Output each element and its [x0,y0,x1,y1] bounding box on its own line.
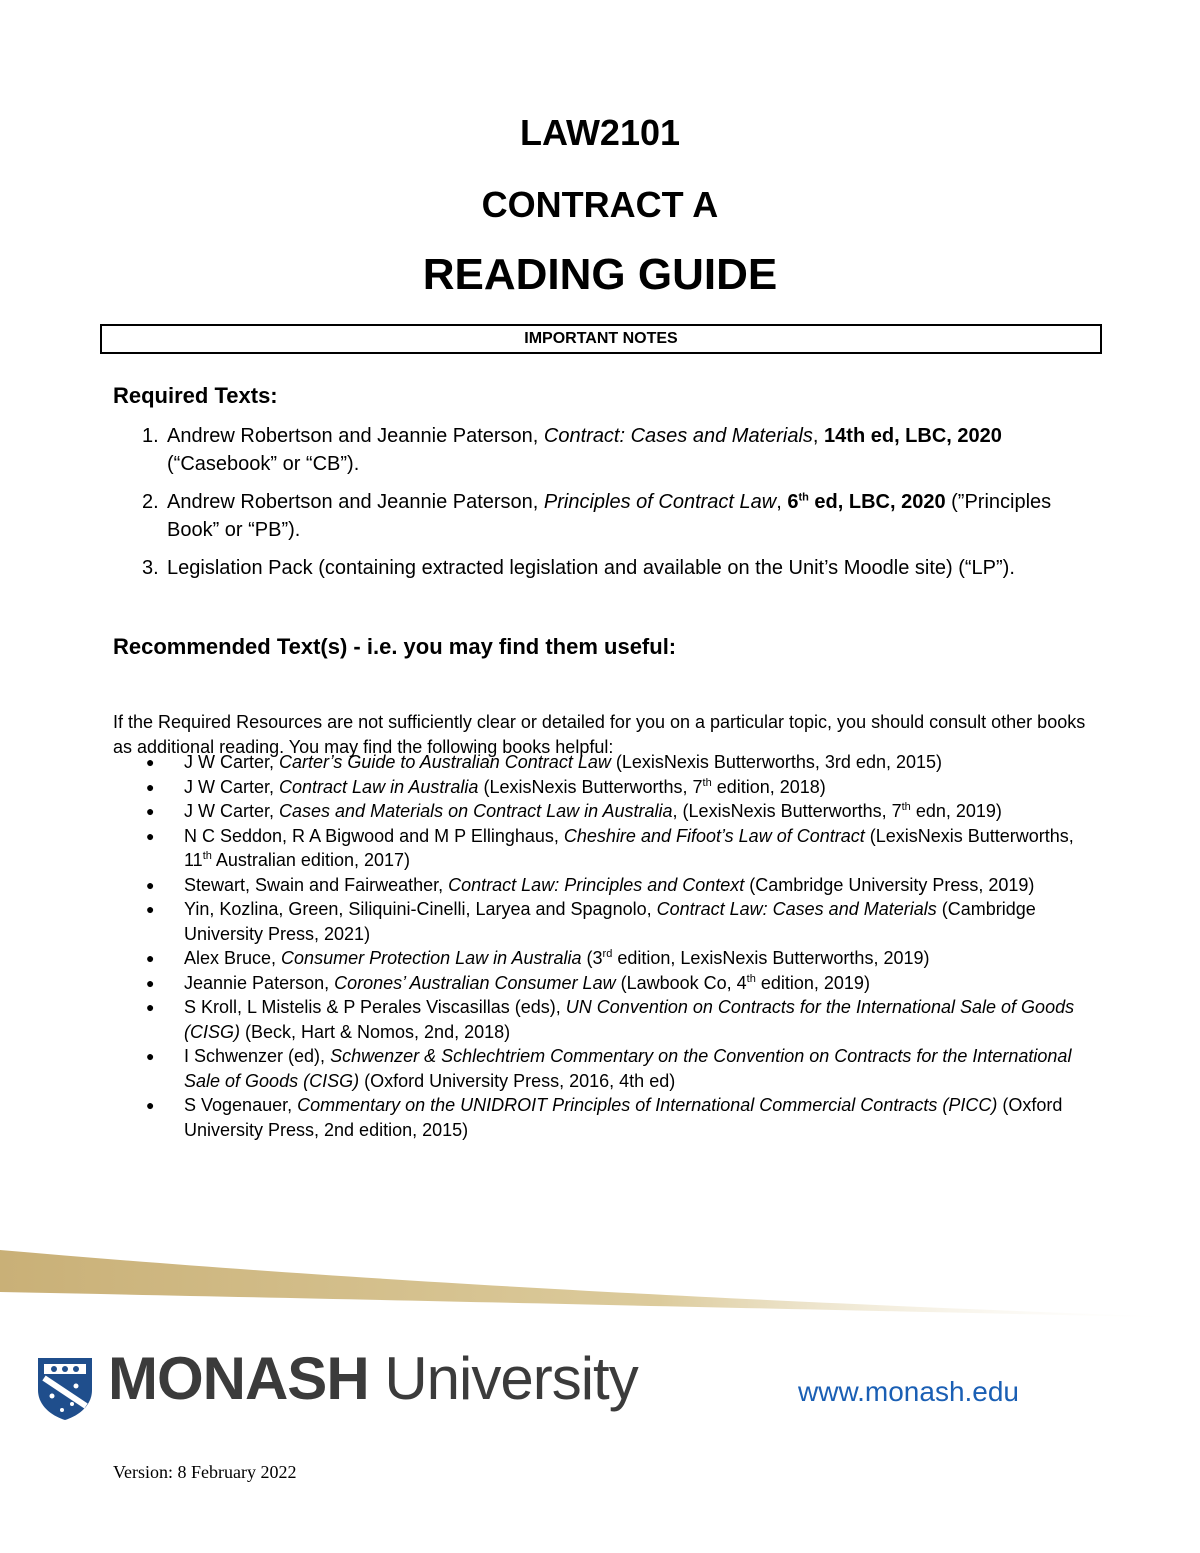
book-publication-rest: edn, 2019) [910,801,1002,821]
bullet-icon: ● [146,827,155,844]
book-author: J W Carter, [184,776,280,797]
book-title: Principles of Contract Law [543,491,777,513]
book-author: I Schwenzer (ed), [184,1046,331,1066]
monash-university-wordmark [108,1344,638,1413]
book-author: Jeannie Paterson, [184,972,335,993]
ordinal-suffix: th [746,972,756,985]
bullet-icon: ● [146,1048,155,1064]
required-text-item-1 [142,422,1102,478]
recommended-books-list [142,750,1102,1142]
recommended-book-item [142,897,1102,946]
wordmark-strong: MONASH [108,1345,369,1412]
required-texts-heading: Required Texts: [113,383,278,408]
book-publication: (LexisNexis Butterworths, 7 [478,776,703,797]
ordinal-suffix: th [798,491,809,504]
item-authors: Andrew Robertson and Jeannie Paterson, [167,491,544,513]
book-title: Contract Law: Cases and Materials [656,899,937,919]
book-title: Schwenzer & Schlechtriem Commentary on the Convention on Contracts for the International Sale of Goods (CISG) [184,1046,1072,1091]
recommended-book-item [142,1093,1102,1142]
book-author: Yin, Kozlina, Green, Siliquini-Cinelli, Laryea and Spagnolo, [184,899,657,919]
bullet-icon: ● [146,999,155,1015]
required-text-item-3 [142,554,1102,582]
document-title: READING GUIDE [422,250,778,299]
bullet-icon: ● [146,1097,155,1113]
ordinal-suffix: rd [602,948,613,960]
ordinal-suffix: th [202,850,212,862]
ordinal-suffix: th [702,776,712,789]
book-title: Cases and Materials on Contract Law in Australia [279,801,673,821]
book-author: J W Carter, [184,801,280,821]
book-publication: (Beck, Hart & Nomos, 2nd, 2018) [240,1021,511,1042]
important-notes-banner: IMPORTANT NOTES [100,324,1102,354]
version-date: Version: 8 February 2022 [113,1462,297,1482]
recommended-intro: If the Required Resources are not sufficiently clear or detailed for you on a particular topic, you should consult other books as additional reading. You may find the following books helpful: [113,712,1086,757]
edition-number: 6 [787,491,799,513]
item-text: Legislation Pack (containing extracted legislation and available on the Unit’s Moodle site) (“LP”). [167,557,1015,579]
book-author: S Vogenauer, [184,1095,298,1115]
course-code: LAW2101 [519,112,681,153]
bullet-icon: ● [146,754,155,770]
gold-swoosh-decoration [0,1236,1200,1326]
book-title: Corones’ Australian Consumer Law [334,972,616,993]
bullet-icon: ● [146,876,155,893]
separator: , [812,425,825,447]
recommended-book-item [142,946,1102,971]
bullet-icon: ● [146,778,155,795]
book-author: J W Carter, [184,752,280,772]
item-number: 1. [142,425,159,447]
book-title: UN Convention on Contracts for the International Sale of Goods (CISG) [184,997,1075,1042]
book-publication: (Oxford University Press, 2016, 4th ed) [359,1070,676,1091]
book-publication-rest: Australian edition, 2017) [211,850,411,870]
required-text-item-2 [142,488,1102,544]
book-author: Alex Bruce, [184,948,282,968]
book-author: N C Seddon, R A Bigwood and M P Ellinghaus, [184,825,564,846]
book-publication-rest: edition, LexisNexis Butterworths, 2019) [612,948,930,968]
book-publication: (LexisNexis Butterworths, 11 [184,825,1074,870]
edition-info: ed, LBC, 2020 [808,491,946,513]
recommended-book-item [142,873,1102,898]
bullet-icon: ● [146,803,155,819]
item-number: 2. [142,491,159,513]
item-abbreviation: (“Casebook” or “CB”). [167,453,360,475]
recommended-book-item [142,824,1102,873]
recommended-book-item [142,971,1102,996]
edition-info: 14th ed, LBC, 2020 [824,425,1002,447]
book-publication: (Cambridge University Press, 2021) [184,899,1036,944]
recommended-book-item [142,995,1102,1044]
book-publication: (Oxford University Press, 2nd edition, 2015) [184,1095,1063,1140]
book-title: Consumer Protection Law in Australia [281,948,582,968]
bullet-icon: ● [146,901,155,917]
book-publication-rest: edition, 2018) [711,776,826,797]
recommended-book-item [142,775,1102,800]
book-title: Commentary on the UNIDROIT Principles of International Commercial Contracts (PICC) [297,1095,998,1115]
book-author: Stewart, Swain and Fairweather, [184,874,449,895]
book-publication: (Lawbook Co, 4 [615,972,747,993]
separator: , [776,491,788,513]
book-title: Cheshire and Fifoot’s Law of Contract [563,825,865,846]
book-publication: (3 [581,948,603,968]
item-abbreviation: (”Principles Book” or “PB”). [167,491,1052,541]
monash-crest-logo [36,1356,94,1422]
book-publication: (Cambridge University Press, 2019) [744,874,1035,895]
item-number: 3. [142,557,159,579]
book-publication: (LexisNexis Butterworths, 3rd edn, 2015) [610,752,942,772]
book-publication-rest: edition, 2019) [755,972,870,993]
book-title: Carter’s Guide to Australian Contract Law [279,752,611,772]
recommended-book-item [142,1044,1102,1093]
wordmark-light: University [368,1345,638,1412]
book-title: Contract: Cases and Materials [543,425,813,447]
bullet-icon: ● [146,974,155,991]
recommended-book-item [142,799,1102,824]
bullet-icon: ● [146,950,155,966]
recommended-book-item [142,750,1102,775]
recommended-texts-heading: Recommended Text(s) - i.e. you may find them useful: [113,634,677,659]
ordinal-suffix: th [901,801,911,813]
item-authors: Andrew Robertson and Jeannie Paterson, [167,425,544,447]
book-title: Contract Law: Principles and Context [448,874,745,895]
book-author: S Kroll, L Mistelis & P Perales Viscasillas (eds), [184,997,566,1017]
book-title: Contract Law in Australia [279,776,479,797]
book-publication: , (LexisNexis Butterworths, 7 [672,801,902,821]
website-link[interactable]: www.monash.edu [798,1376,1020,1407]
course-name: CONTRACT A [481,184,719,225]
